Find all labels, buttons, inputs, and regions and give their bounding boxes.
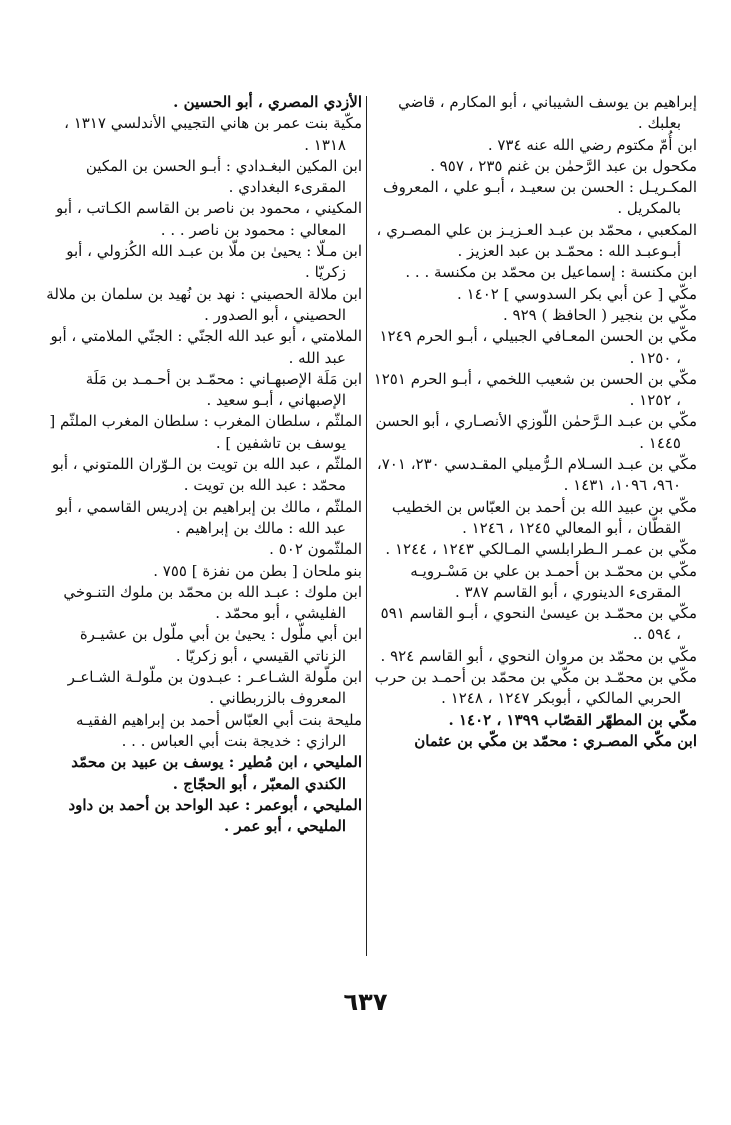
column-divider — [366, 96, 367, 956]
index-entry: ابن مكّي المصـري : محمّد بن مكّي بن عثمان — [414, 731, 697, 750]
index-entry: مكّي بن محمّـد بن مكّي بن محمّد بن أحمـد بن حرب الحربي المالكي ، أبوبكر ١٢٤٧ ، ١٢٤٨ . — [374, 668, 697, 708]
index-entry: مكّي بن محمّـد بن أحمـد بن علي بن مَسْـرويـه المقرىء الدينوري ، أبو القاسم ٣٨٧ . — [410, 561, 697, 601]
index-column-right — [372, 92, 697, 752]
index-entry: الملثّم ، سلطان المغرب : سلطان المغرب الملثّم [ يوسف بن تاشفين ] . — [49, 412, 362, 452]
index-entry: ابن أبي ملّول : يحيىٰ بن أبي ملّول بن عشيـرة الزناتي القيسي ، أبو زكريّا . — [79, 625, 362, 665]
index-entry: مكّي بن الحسن بن شعيب اللخمي ، أبـو الحرم ١٢٥١ ، ١٢٥٢ . — [373, 369, 697, 410]
index-entry: مكّي بن محمّـد بن عيسىٰ النحوي ، أبـو القاسم ٥٩١ ، ٥٩٤ .. — [380, 604, 697, 644]
index-entry: ابن أُمّ مكتوم رضي الله عنه ٧٣٤ . — [487, 135, 697, 154]
index-entry: ابن ملّولة الشـاعـر : عبـدون بن ملّولـة الشـاعـر المعروف بالزربطاني . — [67, 668, 362, 708]
index-entry: المكعبي ، محمّد بن عبـد العـزيـز بن علي المصـري ، أبـوعبـد الله : محمّـد بن عبد العزيز . — [376, 220, 697, 261]
index-entry: بنو ملحان [ بطن من نفزة ] ٧٥٥ . — [153, 561, 362, 580]
index-entry: ابن المكين البغـدادي : أبـو الحسن بن المكين المقرىء البغدادي . — [85, 156, 362, 197]
index-entry: مكّي بن بنجير ( الحافظ ) ٩٢٩ . — [502, 305, 697, 324]
index-entry: مكّية بنت عمر بن هاني التجيبي الأندلسي ١٣١٧ ، ١٣١٨ . — [64, 114, 362, 154]
index-entry: مكّي بن عمـر الـطرابلسي المـالكي ١٢٤٣ ، ١٢٤٤ . — [385, 540, 697, 559]
index-entry: الملامتي ، أبو عبد الله الجنّي : الجنّي الملامتي ، أبو عبد الله . — [50, 327, 362, 367]
index-column-left — [44, 92, 362, 837]
index-entry: الملثّم ، عبد الله بن تويت بن الـوّران اللمتوني ، أبو محمّد : عبد الله بن تويت . — [51, 455, 362, 495]
index-entry: الملثّم ، مالك بن إبراهيم بن إدريس القاسمي ، أبو عبد الله : مالك بن إبراهيم . — [56, 497, 362, 537]
page-number: ٦٣٧ — [343, 988, 388, 1016]
index-entry: المليحي ، أبوعمر : عبد الواحد بن أحمد بن داود المليحي ، أبو عمر . — [68, 795, 362, 836]
index-entry: ابن مَلَة الإصبهـاني : محمّـد بن أحـمـد بن مَلَة الإصبهاني ، أبـو سعيد . — [85, 369, 362, 410]
index-entry: مكّي بن الحسن المعـافي الجبيلي ، أبـو الحرم ١٢٤٩ ، ١٢٥٠ . — [379, 327, 697, 367]
index-entry: مليحة بنت أبي العبّاس أحمد بن إبراهيم الفقيـه الرازي : خديجة بنت أبي العباس . . . — [76, 710, 362, 750]
index-entry: المكيني ، محمود بن ناصر بن القاسم الكـاتب ، أبو المعالي : محمود بن ناصر . . . — [55, 199, 362, 239]
index-entry: ابن ملالة الحصيني : نهد بن نُهيد بن سلمان بن ملالة الحصيني ، أبو الصدور . — [46, 284, 362, 324]
index-entry: مكّي بن المطهّر القصّاب ١٣٩٩ ، ١٤٠٢ . — [448, 710, 697, 729]
index-entry: مكّي بن عبيد الله بن أحمد بن العبّاس بن الخطيب القطّان ، أبو المعالي ١٢٤٥ ، ١٢٤٦ . — [391, 497, 697, 537]
index-entry: مكّي بن عبـد السـلام الـرُّميلي المقـدسي ٢٣٠، ٧٠١، ٩٦٠، ١٠٩٦، ١٤٣١ . — [376, 455, 697, 495]
index-entry: المليحي ، ابن مُطير : يوسف بن عبيد بن محمّد الكندي المعبّر ، أبو الحجّاج . — [71, 753, 362, 793]
index-entry: ابن مـلّا : يحيىٰ بن ملّا بن عبـد الله الكُزولي ، أبو زكريّا . — [66, 242, 362, 282]
index-entry: إبراهيم بن يوسف الشيباني ، أبو المكارم ، قاضي بعلبك . — [398, 93, 697, 133]
index-entry: مكّي بن عبـد الـرَّحمٰن اللّوزي الأنصـاري ، أبو الحسن ١٤٤٥ . — [375, 412, 697, 452]
index-entry: مكّي بن محمّد بن مروان النحوي ، أبو القاسم ٩٢٤ . — [380, 646, 697, 665]
index-entry: مكّي [ عن أبي بكر السدوسي ] ١٤٠٢ . — [457, 284, 697, 303]
index-entry: مكحول بن عبد الرَّحمٰن بن غنم ٢٣٥ ، ٩٥٧ . — [430, 156, 697, 175]
index-entry: المكـريـل : الحسن بن سعيـد ، أبـو علي ، المعروف بالمكريل . — [383, 178, 697, 218]
index-entry: الملثّمون ٥٠٢ . — [269, 540, 362, 559]
index-entry: ابن مكنسة : إسماعيل بن محمّد بن مكنسة . . . — [405, 263, 697, 282]
index-entry: ابن ملوك : عبـد الله بن محمّد بن ملوك التنـوخي الفليشي ، أبو محمّد . — [63, 582, 362, 623]
index-entry: الأزدي المصري ، أبو الحسين . — [173, 93, 362, 111]
